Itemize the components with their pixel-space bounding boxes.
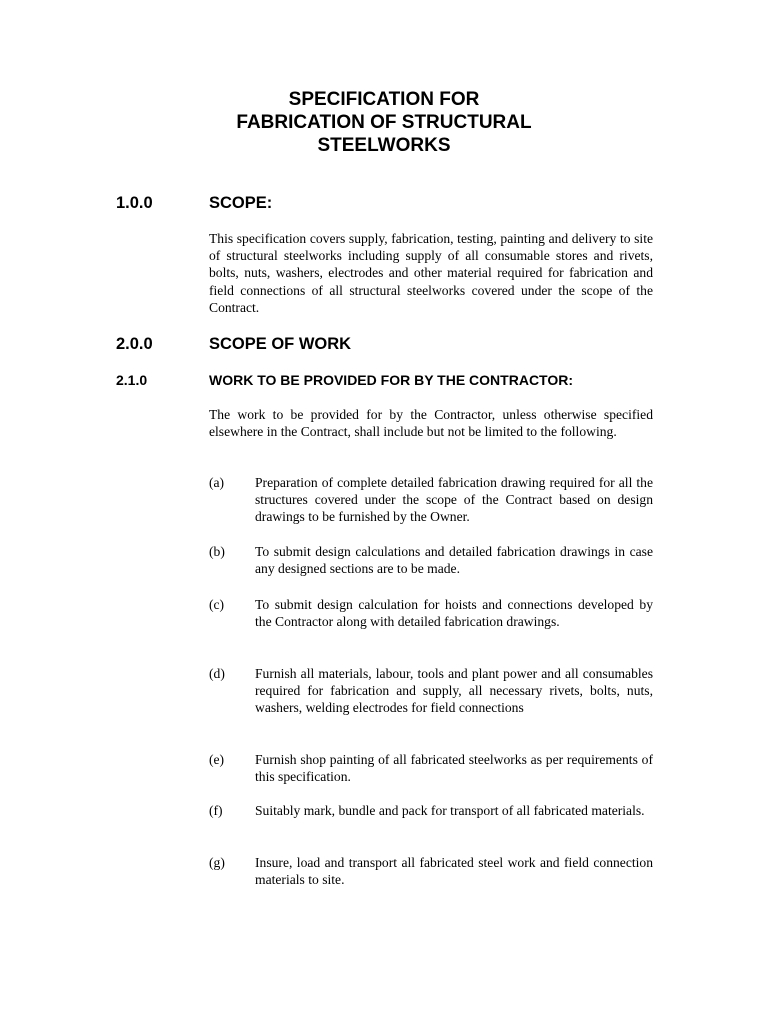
section-heading-contractor-work: WORK TO BE PROVIDED FOR BY THE CONTRACTOR: — [209, 372, 574, 388]
list-item-text: Preparation of complete detailed fabrication drawing required for all the structures covered under the scope of the Contract based on design drawings to be furnished by the Owner. — [255, 475, 653, 525]
section-heading-scope-of-work: SCOPE OF WORK — [209, 335, 352, 353]
contractor-work-paragraph: The work to be provided for by the Contractor, unless otherwise specified elsewhere in the Contract, shall include but not be limited to the following. — [209, 407, 653, 440]
list-item-label: (f) — [209, 803, 223, 818]
list-item-label: (a) — [209, 475, 225, 490]
scope-paragraph: This specification covers supply, fabrication, testing, painting and delivery to site of structural steelworks including supply of all consumable stores and rivets, bolts, nuts, washers, electrodes and other material required for fabrication and field connections of all structural steelworks covered under the scope of the Contract. — [209, 231, 653, 315]
title-line-1: SPECIFICATION FOR — [288, 89, 480, 110]
list-item-label: (b) — [209, 544, 225, 559]
list-item-text: Insure, load and transport all fabricated steel work and field connection materials to site. — [255, 855, 653, 888]
list-item-text: To submit design calculation for hoists and connections developed by the Contractor along with detailed fabrication drawings. — [255, 597, 653, 630]
title-line-3: STEELWORKS — [317, 135, 451, 156]
section-number-scope: 1.0.0 — [116, 194, 153, 212]
list-item-text: Furnish all materials, labour, tools and plant power and all consumables required for fabrication and supply, all necessary rivets, bolts, nuts, washers, welding electrodes for field connections — [255, 666, 653, 716]
document-title — [0, 88, 768, 157]
list-item-text: To submit design calculations and detailed fabrication drawings in case any designed sections are to be made. — [255, 544, 653, 577]
list-item-text: Furnish shop painting of all fabricated steelworks as per requirements of this specification. — [255, 752, 653, 785]
list-item-label: (d) — [209, 666, 225, 681]
list-item-text: Suitably mark, bundle and pack for transport of all fabricated materials. — [255, 803, 645, 818]
list-item-label: (g) — [209, 855, 225, 870]
list-item-label: (e) — [209, 752, 225, 767]
title-line-2: FABRICATION OF STRUCTURAL — [236, 112, 532, 133]
section-number-contractor-work: 2.1.0 — [116, 372, 148, 388]
section-heading-scope: SCOPE: — [209, 194, 273, 212]
list-item-label: (c) — [209, 597, 225, 612]
section-number-scope-of-work: 2.0.0 — [116, 335, 153, 353]
